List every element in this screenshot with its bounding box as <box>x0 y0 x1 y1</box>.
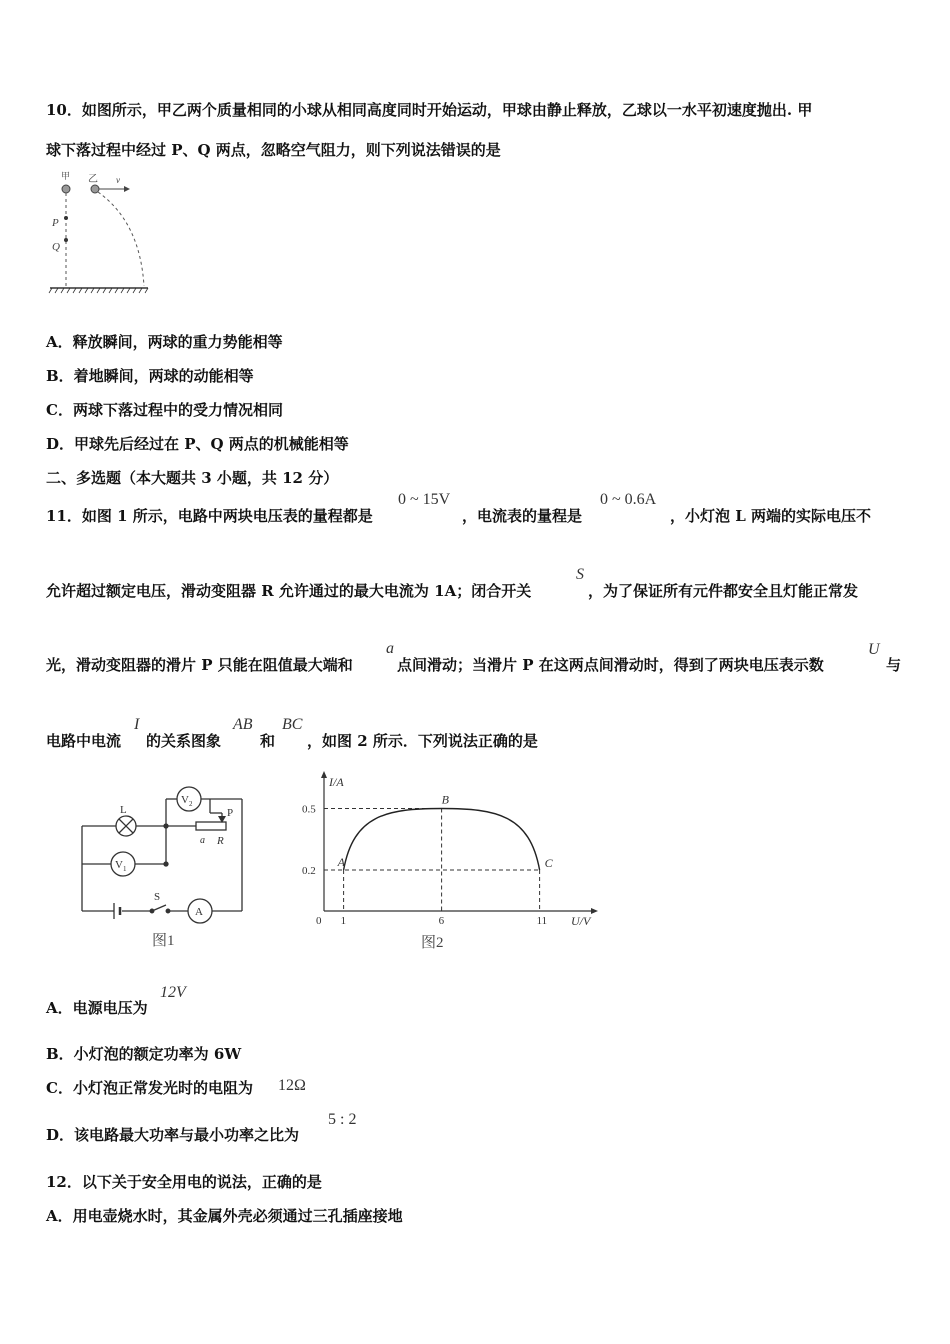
q11-ab-symbol: AB <box>233 716 253 733</box>
svg-text:R: R <box>217 835 224 847</box>
svg-text:a: a <box>200 835 205 846</box>
q11-line3-c: 与 <box>886 656 902 674</box>
svg-text:V2: $V_2$ <box>181 794 193 808</box>
q11-line4-d: ，如图 2 所示．下列说法正确的是 <box>307 732 538 750</box>
q11-line2-b: ，为了保证所有元件都安全且灯能正常发 <box>588 582 859 600</box>
x-tick-label: 11 <box>536 915 548 927</box>
q11-line1-b: ，电流表的量程是 <box>462 507 583 525</box>
q11-line1-a: 11．如图 1 所示，电路中两块电压表的量程都是 <box>46 507 373 525</box>
label-jia: 甲 <box>61 171 71 181</box>
svg-text:P: P <box>227 807 234 819</box>
q11-i-symbol: I <box>134 716 140 733</box>
y-axis-arrow <box>321 771 327 778</box>
point-label-c: C <box>544 856 553 870</box>
q11-option-c-math: 12Ω <box>278 1077 306 1094</box>
point-label-b: B <box>441 792 449 807</box>
y-tick-label: 0.2 <box>302 865 316 877</box>
q11-ammeter-range: 0 ~ 0.6A <box>600 491 657 508</box>
q11-line4-a: 电路中电流 <box>46 732 122 750</box>
svg-text:图1: 图1 <box>152 933 175 949</box>
q10-option-a: A．释放瞬间，两球的重力势能相等 <box>46 333 283 351</box>
x-axis-arrow <box>591 908 598 914</box>
q11-line3-a: 光，滑动变阻器的滑片 P 只能在阻值最大端和 <box>46 656 353 674</box>
point-q <box>64 238 68 242</box>
origin-label: 0 <box>316 915 322 927</box>
q11-line1-c: ，小灯泡 L 两端的实际电压不 <box>670 507 871 525</box>
label-v: v <box>116 175 120 185</box>
q12-option-a: A．用电壶烧水时，其金属外壳必须通过三孔插座接地 <box>46 1207 403 1225</box>
label-p: P <box>52 217 59 229</box>
q11-option-a-math: 12V <box>160 984 186 1001</box>
q11-switch-symbol: S <box>576 566 584 583</box>
q10-option-d: D．甲球先后经过在 P、Q 两点的机械能相等 <box>46 435 349 453</box>
q10-figure <box>48 170 158 300</box>
label-q: Q <box>52 241 60 253</box>
q11-point-a-symbol: a <box>386 640 394 657</box>
svg-text:L: L <box>120 804 127 816</box>
q11-option-a: A．电源电压为 <box>46 999 148 1017</box>
q11-u-symbol: U <box>868 641 880 658</box>
q11-option-c: C．小灯泡正常发光时的电阻为 <box>46 1079 253 1097</box>
trajectory <box>98 192 144 286</box>
q10-option-b: B．着地瞬间，两球的动能相等 <box>46 367 254 385</box>
svg-text:A: A <box>195 906 203 918</box>
q11-bc-symbol: BC <box>282 716 303 733</box>
q11-option-d: D．该电路最大功率与最小功率之比为 <box>46 1126 300 1144</box>
q11-line4-c: 和 <box>260 732 276 750</box>
svg-text:V1: $V_1$ <box>115 859 127 873</box>
q10-stem-line2: 球下落过程中经过 P、Q 两点，忽略空气阻力，则下列说法错误的是 <box>46 141 501 159</box>
y-tick-label: 0.5 <box>302 803 316 816</box>
q11-line4-b: 的关系图象 <box>146 732 222 750</box>
q11-option-d-math: 5 : 2 <box>328 1111 357 1128</box>
q12-stem: 12．以下关于安全用电的说法，正确的是 <box>46 1173 322 1191</box>
y-axis-label: I/A <box>329 775 344 789</box>
q11-line2-a: 允许超过额定电压，滑动变阻器 R 允许通过的最大电流为 1A；闭合开关 <box>46 582 532 600</box>
ball-yi <box>91 185 99 193</box>
iu-chart-figure-2 <box>296 770 606 955</box>
q10-option-c: C．两球下落过程中的受力情况相同 <box>46 401 283 419</box>
point-label-a: A <box>337 855 345 869</box>
x-tick-label: 1 <box>340 915 347 927</box>
section-title: 二、多选题（本大题共 3 小题，共 12 分） <box>46 469 339 487</box>
label-yi: 乙 <box>88 174 98 185</box>
point-p <box>64 216 68 220</box>
q11-option-b: B．小灯泡的额定功率为 6W <box>46 1045 242 1063</box>
circuit-figure-1 <box>74 783 254 953</box>
q10-stem-line1: 10．如图所示，甲乙两个质量相同的小球从相同高度同时开始运动，甲球由静止释放，乙球以一水平初速度抛出. 甲 <box>46 101 813 119</box>
svg-text:S: S <box>154 891 161 903</box>
x-axis-label: U/V <box>571 914 591 928</box>
figure-2-caption: 图2 <box>421 935 444 951</box>
ball-jia <box>62 185 70 193</box>
q11-voltmeter-range: 0 ~ 15V <box>398 491 451 508</box>
q11-line3-b: 点间滑动；当滑片 P 在这两点间滑动时，得到了两块电压表示数 <box>397 656 824 674</box>
x-tick-label: 6 <box>438 915 445 927</box>
